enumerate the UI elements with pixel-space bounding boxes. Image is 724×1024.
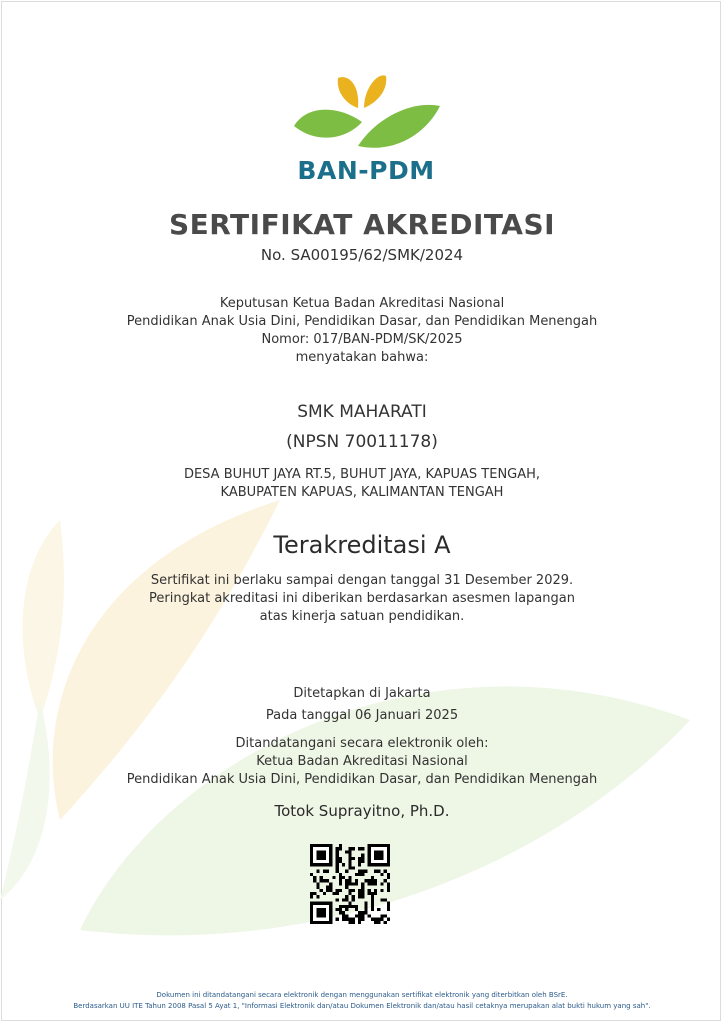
school-npsn: (NPSN 70011178) (286, 432, 438, 452)
decree-line: menyatakan bahwa: (295, 350, 429, 365)
certificate-number: No. SA00195/62/SMK/2024 (260, 246, 464, 264)
leaf-logo-icon (286, 70, 446, 160)
certificate-title: SERTIFIKAT AKREDITASI (168, 208, 556, 241)
signed-block (0, 735, 724, 789)
decree-line: Pendidikan Anak Usia Dini, Pendidikan Dasar, dan Pendidikan Menengah (126, 314, 598, 329)
decree-line: Keputusan Ketua Badan Akreditasi Nasional (219, 296, 505, 311)
accreditation-status: Terakreditasi A (273, 531, 451, 559)
school-name: SMK MAHARATI (297, 402, 427, 422)
footer-line: Berdasarkan UU ITE Tahun 2008 Pasal 5 Ayat 1, "Informasi Elektronik dan/atau Dokumen Elektronik dan/atau hasil cetaknya merupakan alat bukti hukum yang sah". (73, 1002, 651, 1010)
issued-line: Pada tanggal 06 Januari 2025 (265, 708, 459, 723)
address-line: DESA BUHUT JAYA RT.5, BUHUT JAYA, KAPUAS TENGAH, (183, 467, 541, 482)
signed-line: Ditandatangani secara elektronik oleh: (235, 736, 489, 751)
decree-block (0, 295, 724, 367)
signed-line: Ketua Badan Akreditasi Nasional (256, 754, 468, 769)
validity-line: Peringkat akreditasi ini diberikan berdasarkan asesmen lapangan (149, 591, 575, 606)
footer-legal-notice (0, 990, 724, 1012)
issued-block (0, 683, 724, 727)
decree-line: Nomor: 017/BAN-PDM/SK/2025 (261, 332, 463, 347)
validity-block (0, 572, 724, 626)
address-line: KABUPATEN KAPUAS, KALIMANTAN TENGAH (220, 485, 504, 500)
issued-line: Ditetapkan di Jakarta (293, 686, 431, 701)
ban-pdm-logo (286, 70, 446, 190)
watermark-green-leaf-left (0, 700, 50, 900)
logo-text: BAN-PDM (297, 156, 435, 185)
validity-line: Sertifikat ini berlaku sampai dengan tanggal 31 Desember 2029. (150, 573, 574, 588)
qr-code-icon[interactable] (310, 844, 390, 924)
school-address (0, 466, 724, 502)
signer-name: Totok Suprayitno, Ph.D. (274, 802, 450, 820)
footer-line: Dokumen ini ditandatangani secara elektronik dengan menggunakan sertifikat elektronik yang diterbitkan oleh BSrE. (156, 991, 568, 999)
signed-line: Pendidikan Anak Usia Dini, Pendidikan Dasar, dan Pendidikan Menengah (126, 772, 598, 787)
validity-line: atas kinerja satuan pendidikan. (259, 609, 465, 624)
